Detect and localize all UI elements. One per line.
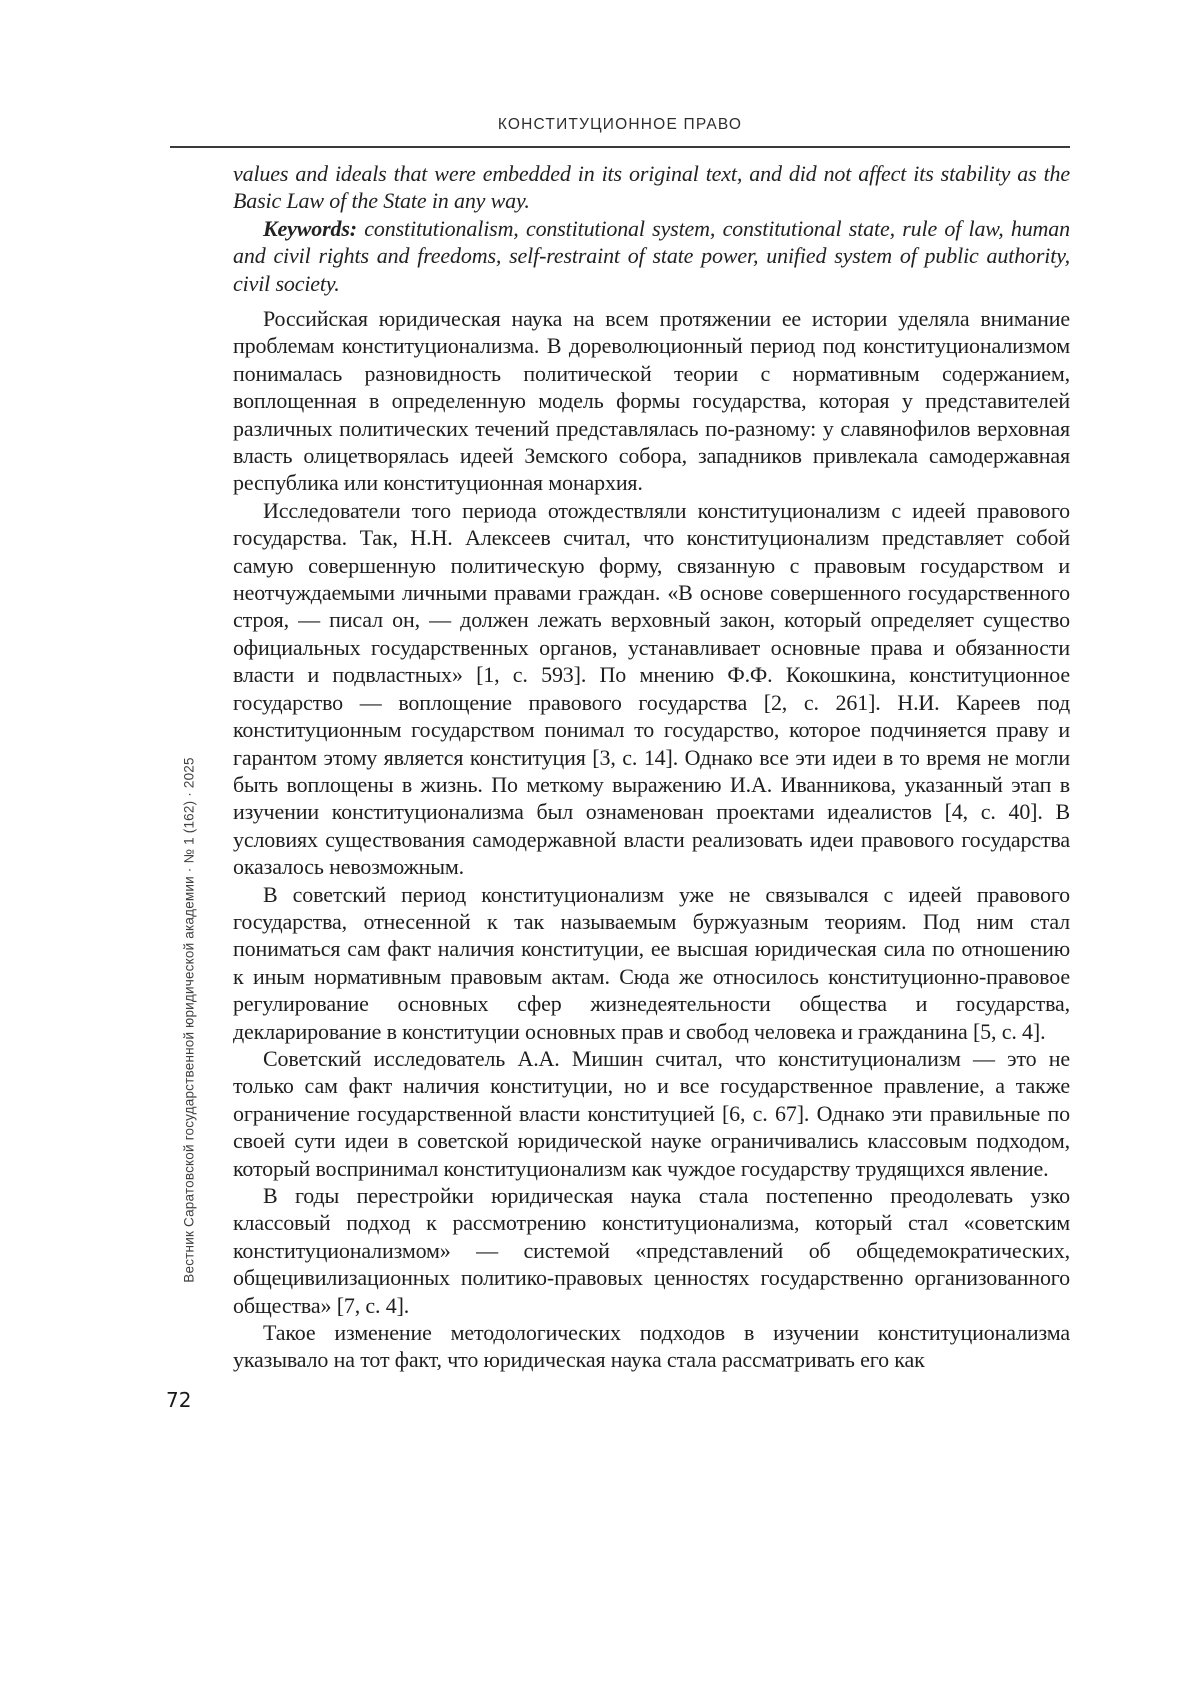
- body-paragraph-3: В советский период конституционализм уже не связывался с идеей правового государства, отнесенной к так называемым буржуазным теориям. Под ним стал пониматься сам факт наличия конституции, ее высшая юридическая сила по отношению к иным нормативным правовым актам. Сюда же относилось конституционно-правовое регулирование основных сфер жизнедеятельности общества и государства, декларирование в конституции основных прав и свобод человека и гражданина [5, с. 4].: [233, 881, 1070, 1044]
- running-head-rule: [170, 146, 1070, 148]
- article-body: [233, 305, 1070, 1374]
- running-head-section-title: КОНСТИТУЦИОННОЕ ПРАВО: [497, 116, 743, 133]
- body-paragraph-1: Российская юридическая наука на всем протяжении ее истории уделяла внимание проблемам конституционализма. В дореволюционный период под конституционализмом понималась разновидность политической теории с нормативным содержанием, воплощенная в определенную модель формы государства, которая у представителей различных политических течений представлялась по-разному: у славянофилов верховная власть олицетворялась идеей Земского собора, западников привлекала самодержавная республика или конституционная монархия.: [233, 306, 1070, 496]
- body-paragraph-6: Такое изменение методологических подходов в изучении конституционализма указывало на тот факт, что юридическая наука стала рассматривать его как: [233, 1320, 1070, 1373]
- journal-imprint-vertical-text: Вестник Саратовской государственной юридической академии · № 1 (162) · 2025: [181, 757, 197, 1283]
- keywords-label: Keywords:: [263, 215, 357, 241]
- body-paragraph-2: Исследователи того периода отождествляли конституционализм с идеей правового государства. Так, Н.Н. Алексеев считал, что конституционализм представляет собой самую совершенную политическую форму, связанную с правовым государством и неотчуждаемыми личными правами граждан. «В основе совершенного государственного строя, — писал он, — должен лежать верховный закон, который определяет существо официальных государственных органов, устанавливает основные права и обязанности власти и подвластных» [1, с. 593]. По мнению Ф.Ф. Кокошкина, конституционное государство — воплощение правового государства [2, с. 261]. Н.И. Кареев под конституционным государством понимал то государство, которое подчиняется праву и гарантом этому является конституция [3, с. 14]. Однако все эти идеи в то время не могли быть воплощены в жизнь. По меткому выражению И.А. Иванникова, указанный этап в изучении конституционализма был ознаменован проектами идеалистов [4, с. 40]. В условиях существования самодержавной власти реализовать идеи правового государства оказалось невозможным.: [233, 497, 1070, 880]
- abstract-continuation-text: values and ideals that were embedded in its original text, and did not affect its stability as the Basic Law of the State in any way.: [233, 161, 1070, 214]
- keywords-paragraph: [233, 215, 1070, 297]
- abstract-block: [233, 160, 1070, 297]
- body-paragraph-4: Советский исследователь А.А. Мишин считал, что конституционализм — это не только сам факт наличия конституции, но и все государственное правление, а также ограничение государственной власти конституцией [6, с. 67]. Однако эти правильные по своей сути идеи в советской юридической науке ограничивались классовым подходом, который воспринимал конституционализм как чуждое государству трудящихся явление.: [233, 1045, 1070, 1181]
- body-paragraph-5: В годы перестройки юридическая наука стала постепенно преодолевать узко классовый подход к рассмотрению конституционализма, который стал «советским конституционализмом» — системой «представлений об общедемократических, общецивилизационных политико-правовых ценностях государственно организованного общества» [7, с. 4].: [233, 1183, 1070, 1318]
- page-number: 72: [166, 1388, 192, 1412]
- keywords-text: constitutionalism, constitutional system, constitutional state, rule of law, human and civil rights and freedoms, self-restraint of state power, unified system of public authority, civil society.: [233, 215, 1070, 296]
